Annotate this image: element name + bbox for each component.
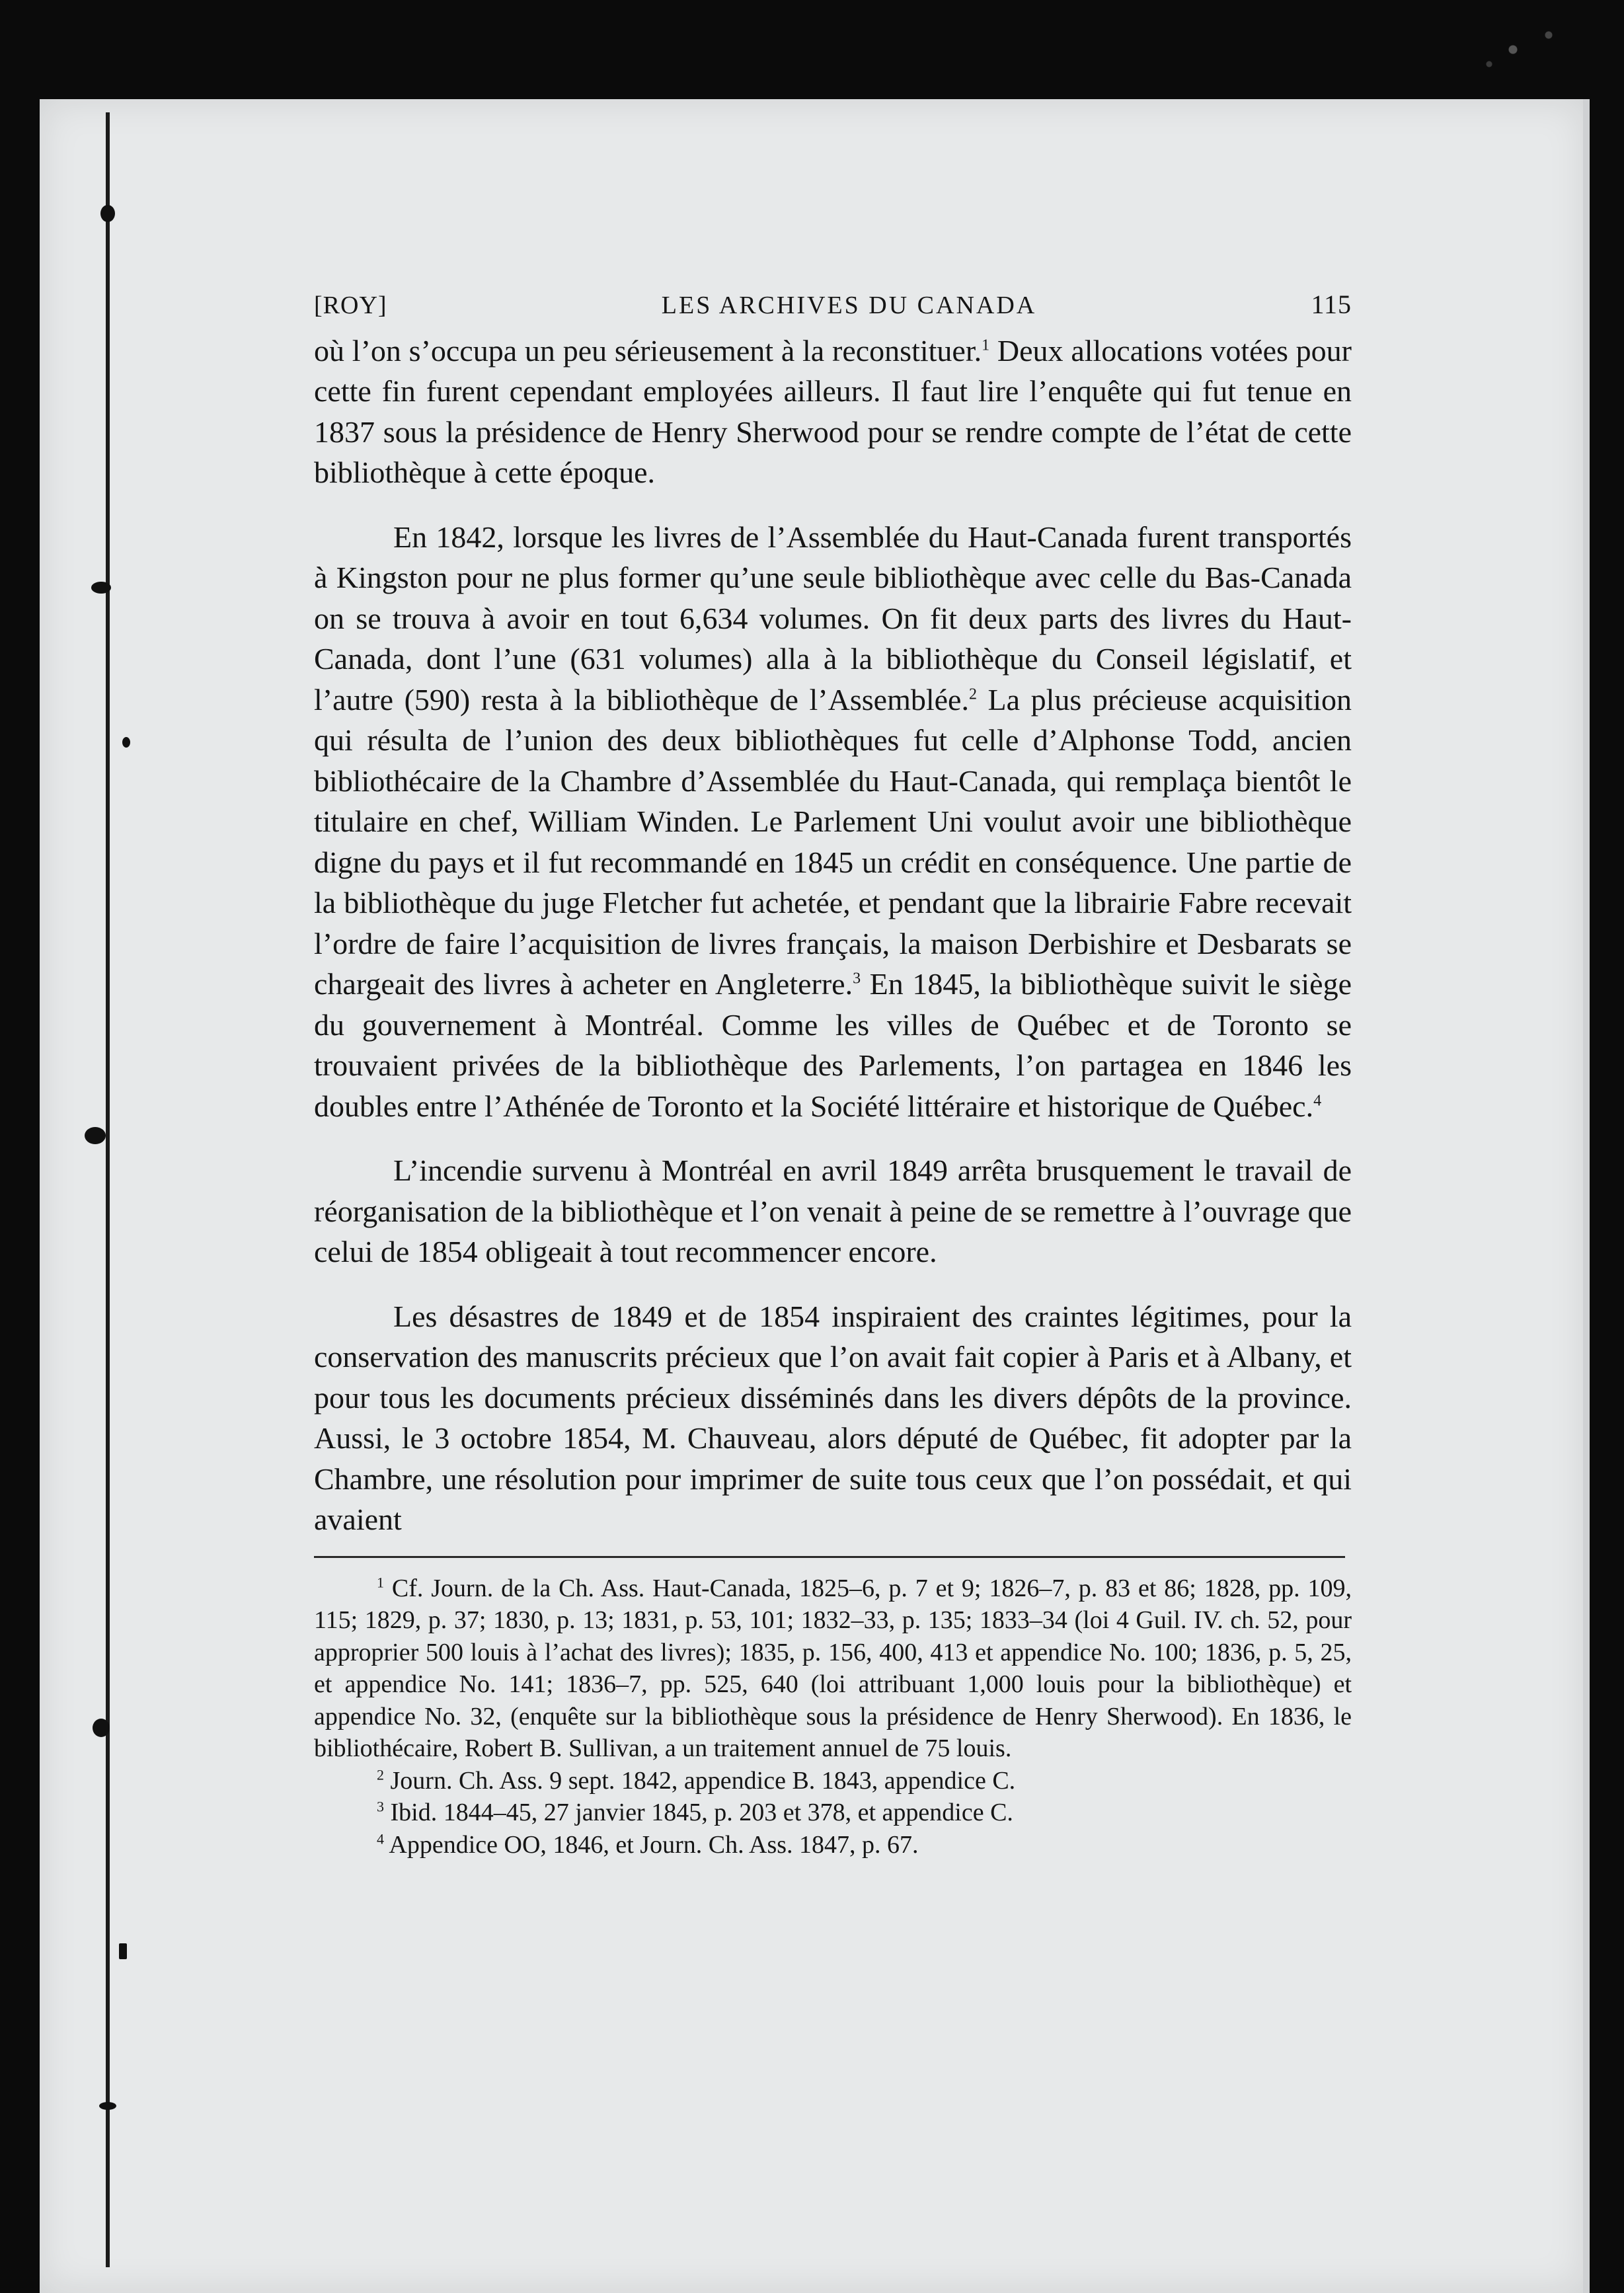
footnote-ref-3[interactable]: 3 <box>853 970 861 988</box>
footnote-mark: 1 <box>377 1573 384 1590</box>
binding-mark <box>122 737 130 748</box>
footnote-2 <box>314 1765 1352 1797</box>
paragraph-1 <box>314 330 1352 493</box>
footnote-mark: 3 <box>377 1798 384 1815</box>
page-header <box>314 284 1352 327</box>
binding-mark <box>91 582 111 594</box>
footnote-3 <box>314 1797 1352 1829</box>
footnote-ref-1[interactable]: 1 <box>982 336 990 354</box>
paragraph-text: La plus précieuse acquisition qui résulta de l’union des deux bibliothèques fut celle d’Alphonse Todd, ancien bibliothécaire de la Chambre d’Assemblée du Haut-Canada, qui remplaça bientôt le titulaire en chef, William Winden. Le Parlement Uni voulut avoir une bibliothèque digne du pays et il fut recommandé en 1845 un crédit en conséquence. Une partie de la bibliothèque du juge Fletcher fut achetée, et pendant que la librairie Fabre recevait l’ordre de faire l’acquisition de livres français, la maison Derbishire et Desbarats se chargeait des livres à acheter en Angleterre. <box>314 682 1352 1001</box>
footnote-ref-4[interactable]: 4 <box>1313 1092 1322 1110</box>
footnote-mark: 4 <box>377 1830 384 1847</box>
paragraph-4: Les désastres de 1849 et de 1854 inspiraient des craintes légitimes, pour la conservation des manuscrits précieux que l’on avait fait copier à Paris et à Albany, et pour tous les documents précieux disséminés dans les divers dépôts de la province. Aussi, le 3 octobre 1854, M. Chauveau, alors député de Québec, fit adopter par la Chambre, une résolution pour imprimer de suite tous ceux que l’on possédait, et qui avaient <box>314 1299 1352 1536</box>
author-tag: [ROY] <box>314 291 387 319</box>
footnote-1 <box>314 1573 1352 1765</box>
footnote-4 <box>314 1829 1352 1861</box>
page-content <box>314 284 1352 1861</box>
paragraph-text: Deux allocations votées pour cette fin furent cependant employées ailleurs. Il faut lire l’enquête qui fut tenue en 1837 sous la présidence de Henry Sherwood pour se rendre compte de l’état de cette bibliothèque à cette époque. <box>314 333 1352 489</box>
footnote-text: Appendice OO, 1846, et Journ. Ch. Ass. 1847, p. 67. <box>384 1830 919 1859</box>
binding-mark <box>100 205 115 222</box>
footnote-text: Cf. Journ. de la Ch. Ass. Haut-Canada, 1825–6, p. 7 et 9; 1826–7, p. 83 et 86; 1828, pp. 109, 115; 1829, p. 37; 1830, p. 13; 1831, p. 53, 101; 1832–33, p. 135; 1833–34 (loi 4 Guil. IV. ch. 52, pour approprier 500 louis à l’achat des livres); 1835, p. 156, 400, 413 et appendice No. 100; 1836, p. 5, 25, et appendice No. 141; 1836–7, pp. 525, 640 (loi attribuant 1,000 louis pour la bibliothèque) et appendice No. 32, (enquête sur la bibliothèque sous la présidence de Henry Sherwood). En 1836, le bibliothécaire, Robert B. Sullivan, a un traitement annuel de 75 louis. <box>314 1574 1352 1762</box>
paragraph-text: En 1842, lorsque les livres de l’Assemblée du Haut-Canada furent transportés à Kingston pour ne plus former qu’une seule bibliothèque avec celle du Bas-Canada on se trouva à avoir en tout 6,634 volumes. On fit deux parts des livres du Haut-Canada, dont l’une (631 volumes) alla à la bibliothèque du Conseil législatif, et l’autre (590) resta à la bibliothèque de l’Assemblée. <box>314 520 1352 717</box>
page-number: 115 <box>1311 290 1352 319</box>
paragraph-3: L’incendie survenu à Montréal en avril 1849 arrêta brusquement le travail de réorganisation de la bibliothèque et l’on venait à peine de se remettre à l’ouvrage que celui de 1854 obligeait à tout recommencer encore. <box>314 1153 1352 1268</box>
scan-artifact <box>1465 13 1584 86</box>
paragraph-2 <box>314 517 1352 1127</box>
footnote-mark: 2 <box>377 1766 384 1783</box>
paragraph-text: où l’on s’occupa un peu sérieusement à la reconstituer. <box>314 333 982 368</box>
binding-mark <box>85 1127 106 1144</box>
binding-mark <box>119 1943 127 1959</box>
binding-mark <box>93 1719 110 1737</box>
paragraph-text: En 1845, la bibliothèque suivit le siège du gouvernement à Montréal. Comme les villes de Québec et de Toronto se trouvaient privées de la bibliothèque des Parlements, l’on partagea en 1846 les doubles entre l’Athénée de Toronto et la Société littéraire et historique de Québec. <box>314 967 1352 1123</box>
footnote-rule <box>314 1556 1345 1558</box>
footnotes <box>314 1573 1352 1861</box>
running-title: LES ARCHIVES DU CANADA <box>661 291 1037 319</box>
binding-mark <box>99 2102 116 2110</box>
page-edge <box>1583 99 1590 2293</box>
binding-line <box>106 112 110 2267</box>
footnote-text: Ibid. 1844–45, 27 janvier 1845, p. 203 et 378, et appendice C. <box>384 1799 1013 1826</box>
footnote-text: Journ. Ch. Ass. 9 sept. 1842, appendice B. 1843, appendice C. <box>384 1766 1016 1795</box>
footnote-ref-2[interactable]: 2 <box>968 685 977 703</box>
